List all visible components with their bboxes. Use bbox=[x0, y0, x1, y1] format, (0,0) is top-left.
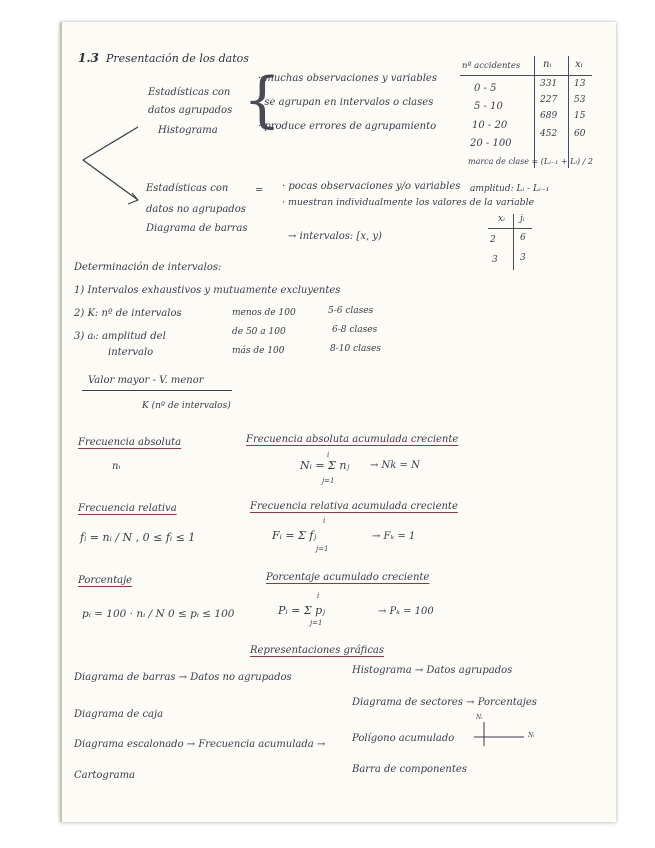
amplitude-fraction-numerator: Valor mayor - V. menor bbox=[88, 375, 204, 386]
graphics-left-2: Diagrama de caja bbox=[74, 709, 164, 720]
graphics-title: Representaciones gráficas bbox=[250, 645, 385, 656]
ungrouped-label-2: datos no agrupados bbox=[146, 204, 246, 215]
abs-cum-limit-top: i bbox=[327, 451, 330, 459]
freq-row4-interval: 20 - 100 bbox=[470, 138, 512, 149]
grouped-bullet-1: · muchas observaciones y variables bbox=[258, 73, 437, 84]
ungrouped-equals: = bbox=[255, 185, 264, 196]
grouped-label-1: Estadísticas con bbox=[148, 87, 231, 98]
graphics-right-4: Barra de componentes bbox=[352, 764, 467, 775]
ungrouped-bullet-1: · pocas observaciones y/o variables bbox=[282, 181, 461, 192]
graphics-right-3: Polígono acumulado bbox=[352, 733, 455, 744]
axis-label-y: Nᵢ bbox=[476, 714, 483, 721]
ungrouped-bullet-2: · muestran individualmente los valores de la variable bbox=[282, 197, 535, 208]
rel-cum-note: → Fₖ = 1 bbox=[372, 531, 416, 542]
amplitude-fraction-denominator: K (nº de intervalos) bbox=[142, 401, 231, 411]
graphics-right-2: Diagrama de sectores → Porcentajes bbox=[352, 697, 537, 708]
small-row2-j: 3 bbox=[520, 253, 526, 263]
abs-cum-freq-title: Frecuencia absoluta acumulada creciente bbox=[246, 434, 459, 445]
freq-row4-xi: 60 bbox=[574, 129, 586, 139]
freq-row2-xi: 53 bbox=[574, 95, 586, 105]
freq-row2-ni: 227 bbox=[540, 95, 558, 105]
rel-cum-limit-top: i bbox=[323, 517, 326, 525]
grouped-brace: { bbox=[243, 65, 282, 135]
section-number: 1.3 bbox=[78, 51, 99, 65]
abs-cum-formula: Nᵢ = Σ nⱼ bbox=[300, 459, 350, 472]
ungrouped-intervals: → intervalos: [x, y) bbox=[288, 231, 382, 242]
determination-item-2: 2) K: nº de intervalos bbox=[74, 308, 182, 319]
pct-title: Porcentaje bbox=[78, 575, 133, 586]
determination-item-3-cont: intervalo bbox=[108, 347, 154, 358]
notebook-page bbox=[60, 22, 616, 822]
freq-row4-ni: 452 bbox=[540, 129, 558, 139]
abs-freq-title: Frecuencia absoluta bbox=[78, 437, 182, 448]
rel-cum-freq-title: Frecuencia relativa acumulada creciente bbox=[250, 501, 458, 512]
freq-row1-xi: 13 bbox=[574, 79, 586, 89]
freq-header-xi: xᵢ bbox=[575, 59, 583, 70]
amplitude-formula: amplitud: Lᵢ - Lᵢ₋₁ bbox=[470, 184, 550, 194]
k-rule-2-classes: 6-8 clases bbox=[332, 325, 378, 335]
ungrouped-label-3: Diagrama de barras bbox=[146, 223, 248, 234]
small-row1-j: 6 bbox=[520, 233, 526, 243]
grouped-label-3: Histograma bbox=[158, 125, 218, 136]
pct-cum-limit-top: i bbox=[317, 592, 320, 600]
rel-cum-limit-bottom: j=1 bbox=[316, 545, 329, 553]
freq-header-ni: nᵢ bbox=[543, 59, 552, 70]
freq-row2-interval: 5 - 10 bbox=[474, 101, 503, 112]
small-row2-x: 3 bbox=[492, 255, 498, 265]
determination-title: Determinación de intervalos: bbox=[74, 262, 222, 273]
freq-row1-interval: 0 - 5 bbox=[474, 83, 497, 94]
pct-cum-limit-bottom: j=1 bbox=[310, 619, 323, 627]
grouped-label-2: datos agrupados bbox=[148, 105, 233, 116]
small-header-xi: xᵢ bbox=[498, 214, 505, 224]
rel-cum-formula: Fᵢ = Σ fⱼ bbox=[272, 529, 317, 542]
pct-cum-formula: Pᵢ = Σ pⱼ bbox=[278, 604, 326, 617]
class-mark-formula: marca de clase = (Lᵢ₋₁ + Lᵢ) / 2 bbox=[468, 157, 593, 166]
k-rule-1-classes: 5-6 clases bbox=[328, 306, 374, 316]
ungrouped-label-1: Estadísticas con bbox=[146, 183, 229, 194]
axis-sketch bbox=[60, 22, 616, 822]
freq-row1-ni: 331 bbox=[540, 79, 558, 89]
freq-row3-interval: 10 - 20 bbox=[472, 120, 508, 131]
k-rule-3-classes: 8-10 clases bbox=[330, 344, 381, 354]
k-rule-1-range: menos de 100 bbox=[232, 308, 296, 318]
rel-freq-title: Frecuencia relativa bbox=[78, 503, 177, 514]
axis-label-x: Nᵢ bbox=[528, 732, 535, 739]
rel-freq-formula: fᵢ = nᵢ / N , 0 ≤ fᵢ ≤ 1 bbox=[80, 531, 196, 544]
determination-item-1: 1) Intervalos exhaustivos y mutuamente excluyentes bbox=[74, 285, 341, 296]
graphics-left-1: Diagrama de barras → Datos no agrupados bbox=[74, 672, 292, 683]
small-row1-x: 2 bbox=[490, 235, 496, 245]
k-rule-2-range: de 50 a 100 bbox=[232, 327, 286, 337]
abs-cum-note: → Nk = N bbox=[370, 460, 420, 471]
abs-cum-limit-bottom: j=1 bbox=[322, 477, 335, 485]
abs-freq-formula: nᵢ bbox=[112, 461, 121, 472]
graphics-right-1: Histograma → Datos agrupados bbox=[352, 665, 513, 676]
grouped-bullet-2: · se agrupan en intervalos o clases bbox=[258, 97, 434, 108]
freq-row3-ni: 689 bbox=[540, 111, 558, 121]
grouped-bullet-3: · produce errores de agrupamiento bbox=[258, 121, 437, 132]
pct-formula: pᵢ = 100 · nᵢ / N 0 ≤ pᵢ ≤ 100 bbox=[82, 608, 235, 620]
graphics-left-3: Diagrama escalonado → Frecuencia acumulada → bbox=[74, 739, 326, 750]
pct-cum-note: → Pₖ = 100 bbox=[378, 606, 434, 617]
freq-header-interval: nº accidentes bbox=[462, 61, 521, 71]
graphics-left-4: Cartograma bbox=[74, 770, 136, 781]
freq-row3-xi: 15 bbox=[574, 111, 586, 121]
k-rule-3-range: más de 100 bbox=[232, 346, 285, 356]
section-title: Presentación de los datos bbox=[106, 52, 249, 65]
small-header-ji: jᵢ bbox=[520, 214, 525, 224]
determination-item-3: 3) aᵢ: amplitud del bbox=[74, 331, 166, 342]
pct-cum-title: Porcentaje acumulado creciente bbox=[266, 572, 430, 583]
